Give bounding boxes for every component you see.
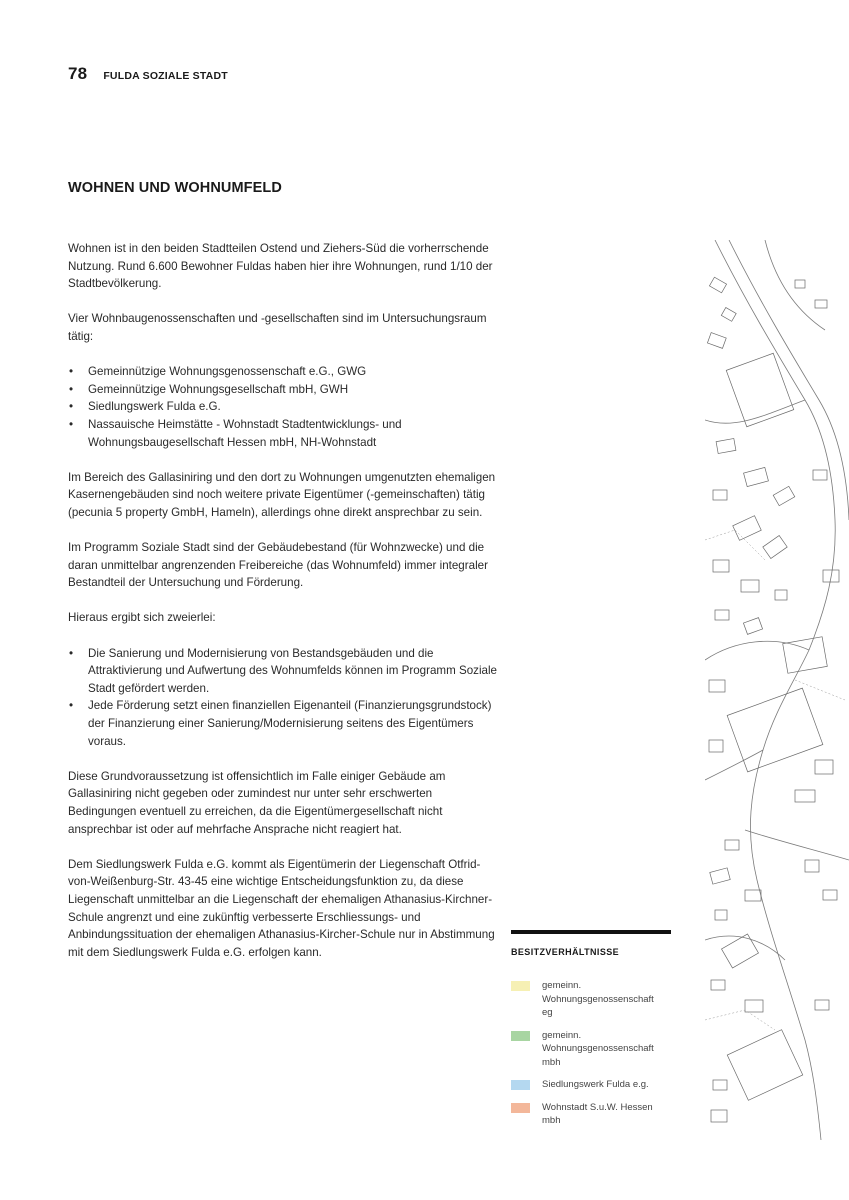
site-plan-map-icon (705, 240, 849, 1140)
legend-label: gemeinn. Wohnungsgenossenschaft mbh (542, 1029, 654, 1068)
paragraph: Wohnen ist in den beiden Stadtteilen Ostend und Ziehers-Süd die vorherrschende Nutzung. Rund 6.600 Bewohner Fuldas haben hier ihre Wohnungen, rund 1/10 der Stadtbevölkerung. (68, 242, 493, 291)
paragraph: Diese Grundvoraussetzung ist offensichtlich im Falle einiger Gebäude am Gallasiniring nicht gegeben oder zumindest nur unter sehr erschwerten Bedingungen eventuell zu erreichen, da die Eigentümergesellschaft nicht ansprechbar ist oder auf mehrfache Ansprache nicht reagiert hat. (68, 769, 446, 836)
legend-item (511, 1078, 671, 1092)
list-item: • Siedlungswerk Fulda e.G. (68, 398, 498, 416)
list-item: • Gemeinnützige Wohnungsgenossenschaft e.G., GWG (68, 363, 498, 381)
consequences-list (68, 645, 498, 751)
body-text (68, 240, 498, 979)
list-item: • Gemeinnützige Wohnungsgesellschaft mbH, GWH (68, 381, 498, 399)
legend-label: Wohnstadt S.u.W. Hessen mbh (542, 1101, 653, 1126)
legend-swatch (511, 981, 530, 991)
ownership-legend (511, 930, 671, 1137)
paragraph: Im Bereich des Gallasiniring und den dort zu Wohnungen umgenutzten ehemaligen Kasernengebäuden sind noch weitere private Eigentümer (-gemeinschaften) tätig (pecunia 5 property GmbH, Hameln), allerdings ohne direkt ansprechbar zu sein. (68, 470, 496, 519)
list-item: • Jede Förderung setzt einen finanziellen Eigenanteil (Finanzierungsgrundstock) der Finanzierung einer Sanierung/Modernisierung seitens des Eigentümers voraus. (68, 697, 498, 750)
legend-rule (511, 930, 671, 934)
legend-items (511, 979, 671, 1128)
page-header (68, 64, 228, 84)
legend-title: BESITZVERHÄLTNISSE (511, 947, 620, 957)
paragraph: Dem Siedlungswerk Fulda e.G. kommt als Eigentümerin der Liegenschaft Otfrid-von-Weißenburg-Str. 43-45 eine wichtige Entscheidungsfunktion zu, da diese Liegenschaft unmittelbar an die Liegenschaft der ehemaligen Athanasius-Kirchner-Schule angrenzt und eine zukünftig verbesserte Erschliessungs- und Anbindungssituation der ehemaligen Athanasius-Kircher-Schule nur in Abstimmung mit dem Siedlungswerk Fulda e.G. erfolgen kann. (68, 857, 495, 959)
legend-swatch (511, 1103, 530, 1113)
legend-label: gemeinn. Wohnungsgenossenschaft eg (542, 980, 654, 1018)
legend-item (511, 979, 671, 1020)
list-item: • Die Sanierung und Modernisierung von Bestandsgebäuden und die Attraktivierung und Aufwertung des Wohnumfelds können im Programm Soziale Stadt gefördert werden. (68, 645, 498, 698)
legend-item (511, 1101, 671, 1128)
list-item: • Nassauische Heimstätte - Wohnstadt Stadtentwicklungs- und Wohnungsbaugesellschaft Hessen mbH, NH-Wohnstadt (68, 416, 498, 451)
page-number: 78 (68, 64, 88, 83)
owners-list (68, 363, 498, 451)
legend-swatch (511, 1080, 530, 1090)
paragraph: Im Programm Soziale Stadt sind der Gebäudebestand (für Wohnzwecke) und die daran unmittelbar angrenzenden Freibereiche (das Wohnumfeld) immer integraler Bestandteil der Untersuchung und Förderung. (68, 541, 488, 590)
legend-label: Siedlungswerk Fulda e.g. (542, 1079, 649, 1090)
paragraph: Hieraus ergibt sich zweierlei: (68, 611, 216, 625)
legend-item (511, 1029, 671, 1070)
running-title: FULDA SOZIALE STADT (103, 70, 228, 82)
legend-swatch (511, 1031, 530, 1041)
paragraph: Vier Wohnbaugenossenschaften und -gesellschaften sind im Untersuchungsraum tätig: (68, 312, 487, 343)
section-heading: WOHNEN UND WOHNUMFELD (68, 180, 282, 196)
